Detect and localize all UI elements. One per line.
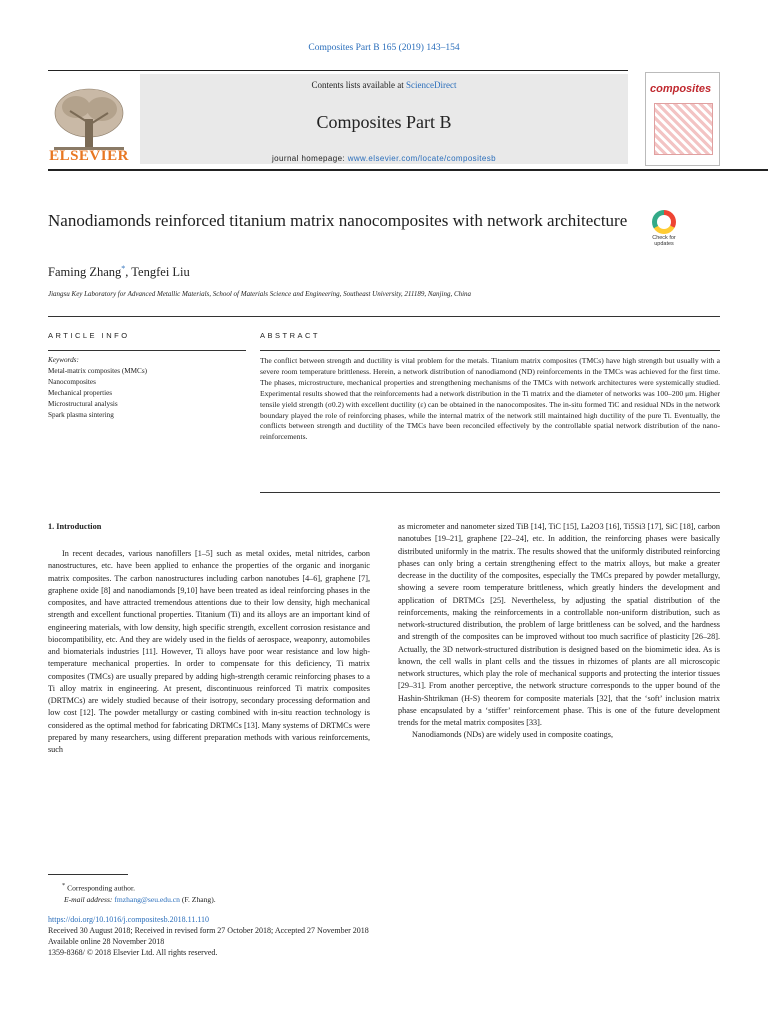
- author-list: [48, 264, 190, 280]
- abstract-text: The conflict between strength and ductility is vital problem for the metals. Titanium matrix composites (TMCs) have high strength but usually with a severe room temperature brittleness. Herein, a network distribution of nanodiamond (ND) reinforcements in the TMCs was achieved for the first time. The phases, microstructure, mechanical properties and strengthening mechanisms of the TMCs with network architectures were systemically studied. Experimental results showed that the reinforcements had a network distribution in the Ti matrix and the diameter of networks was 100–200 μm. Higher tensile yield strength (σ0.2) with excellent ductility (ε) can be obtained in the nanocomposites. The in-situ formed TiC and residual NDs in the network boundary played the role of reinforcing phases, while the internal matrix of the network still maintained high ductility of the pure Ti. Eventually, the conflicts between strength and ductility of the TMCs have been reconciled effectively by the controllable spatial network distribution of the nano-reinforcements.: [260, 356, 720, 442]
- article-title: Nanodiamonds reinforced titanium matrix nanocomposites with network architecture: [48, 211, 628, 230]
- available-online: Available online 28 November 2018: [48, 937, 165, 946]
- doi-link[interactable]: https://doi.org/10.1016/j.compositesb.2018.11.110: [48, 915, 210, 924]
- homepage-link[interactable]: www.elsevier.com/locate/compositesb: [347, 154, 496, 163]
- cover-image-icon: [654, 103, 713, 155]
- header-bottom-rule: [48, 169, 768, 171]
- info-section-rule: [48, 350, 246, 351]
- publication-info: [48, 914, 369, 958]
- crossmark-label: Check for updates: [652, 235, 676, 247]
- email-label: E-mail address:: [64, 894, 115, 904]
- journal-header: [48, 70, 628, 171]
- abstract-heading: ABSTRACT: [260, 331, 321, 340]
- header-top-rule: [48, 70, 628, 71]
- email-note: [48, 894, 216, 905]
- journal-citation-link[interactable]: Composites Part B 165 (2019) 143–154: [308, 43, 460, 53]
- body-column-left: [48, 548, 370, 756]
- footnote-mark: *: [62, 882, 66, 889]
- footnote: [48, 880, 216, 905]
- received-dates: Received 30 August 2018; Received in revised form 27 October 2018; Accepted 27 November 2018: [48, 926, 369, 935]
- body-column-right: [398, 521, 720, 742]
- sciencedirect-link[interactable]: ScienceDirect: [406, 80, 457, 90]
- article-info-heading: ARTICLE INFO: [48, 331, 130, 340]
- affiliation: Jiangsu Key Laboratory for Advanced Metallic Materials, School of Materials Science and Engineering, Southeast University, 211189, Nanjing, China: [48, 290, 472, 298]
- section-heading-introduction: 1. Introduction: [48, 522, 102, 531]
- contents-prefix: Contents lists available at: [311, 80, 406, 90]
- corresponding-author-note: [48, 880, 216, 894]
- journal-banner: [140, 74, 628, 164]
- footnote-text: Corresponding author.: [65, 883, 135, 893]
- crossmark-badge[interactable]: [646, 210, 682, 252]
- keyword: Microstructural analysis: [48, 400, 118, 408]
- footnote-rule: [48, 874, 128, 875]
- abstract-section-rule: [260, 350, 720, 351]
- cover-title: composites: [650, 83, 712, 95]
- corresponding-author-mark[interactable]: *: [121, 264, 126, 273]
- keyword: Mechanical properties: [48, 389, 113, 397]
- contents-lists-line: [140, 80, 628, 90]
- crossmark-icon-center: [657, 215, 671, 229]
- elsevier-wordmark: ELSEVIER: [49, 148, 129, 164]
- keywords-list: [48, 366, 147, 421]
- keyword: Spark plasma sintering: [48, 411, 114, 419]
- keyword: Metal-matrix composites (MMCs): [48, 367, 148, 375]
- info-top-rule: [48, 316, 720, 317]
- homepage-label: journal homepage:: [272, 154, 348, 163]
- keyword: Nanocomposites: [48, 378, 96, 386]
- author-separator: ,: [125, 265, 132, 280]
- journal-title: Composites Part B: [316, 112, 452, 132]
- journal-homepage-line: [140, 154, 628, 163]
- email-suffix: (F. Zhang).: [179, 894, 216, 904]
- author-name: Faming Zhang: [48, 265, 122, 280]
- body-paragraph: as micrometer and nanometer sized TiB [14], TiC [15], La2O3 [16], Ti5Si3 [17], SiC [18], carbon nanotubes [19–21], graphene [22–24], etc. In addition, the reinforcing phases were basically distributed uniformly in the matrix. The results showed that the uniformly distributed reinforcing phases can only bring a certain strengthening effect to the matrix alloys, but make a greater decrease in the ductility of the composites, especially the TMCs prepared by powder metallurgy, showing a severe room temperature brittleness, which greatly hinders the development and application of DRTMCs [25]. Nevertheless, by adjusting the spatial distribution of the reinforcements, making the reinforcements in a controllable non-uniform distribution, such as network-structured distribution, the problem of large brittleness can be solved, and the hardness and strength of the composites can be improved without too much sacrifice of plasticity [26–28]. Actually, the 3D network-structured distribution is designed based on the biomimetic idea. As is known, the cell walls in plant cells and the tissues in rhizomes of plants are all microscopic network structures, which play the role of mechanical supports and protecting the interior tissues [29–31]. From another perceptive, the network structure corresponds to the upper bound of the Hashin-Shtrikman (H-S) theorem for composite materials [32], that the ‘soft’ inclusion matrix phase encapsulated by a ‘stiffer’ reinforcement phase. This is one of the future development trends for the metal matrix composites [33].: [398, 522, 720, 727]
- body-paragraph: In recent decades, various nanofillers [1–5] such as metal oxides, metal nitrides, carbon nanostructures, etc. have been applied to enhance the properties of the organic and inorganic matrix composites. The carbon nanostructures including carbon nanotubes [4–6], graphene [7], graphene oxide [8] and nanodiamonds [9,10] have been treated as ideal reinforcing phases in the composites, and have attracted tremendous attentions due to their low density, high mechanical strength and excellent functional properties. Titanium (Ti) and its alloys are an important kind of engineering materials, with low density, high specific strength, excellent corrosion resistance and biocompatibility, etc. And they are widely used in the fields of aerospace, weaponry, automobiles and biomaterials industries [11]. However, Ti alloys have poor wear resistance and low high-temperature mechanical properties. In order to compensate for this deficiency, Ti matrix composites (TMCs) are usually prepared by adding high-strength ceramic reinforcing phases to a Ti alloy matrix in engineering. At present, discontinuous reinforced Ti matrix composites (DRTMCs) are widely studied because of their isotropy, secondary processing deformation and low cost [12]. The powder metallurgy or casting combined with in-situ reaction technology is considered as the optimal method for fabricating DRTMCs [13]. Many systems of DRTMCs were prepared by many researchers, using different preparation methods with various reinforcements, such: [48, 549, 370, 754]
- journal-cover-thumbnail[interactable]: [645, 72, 720, 166]
- keywords-label: Keywords:: [48, 356, 79, 364]
- email-link[interactable]: fmzhang@seu.edu.cn: [114, 894, 180, 904]
- body-paragraph: Nanodiamonds (NDs) are widely used in composite coatings,: [412, 730, 614, 740]
- author-name: Tengfei Liu: [131, 265, 190, 280]
- copyright: 1359-8368/ © 2018 Elsevier Ltd. All rights reserved.: [48, 948, 218, 957]
- abstract-bottom-rule: [260, 492, 720, 493]
